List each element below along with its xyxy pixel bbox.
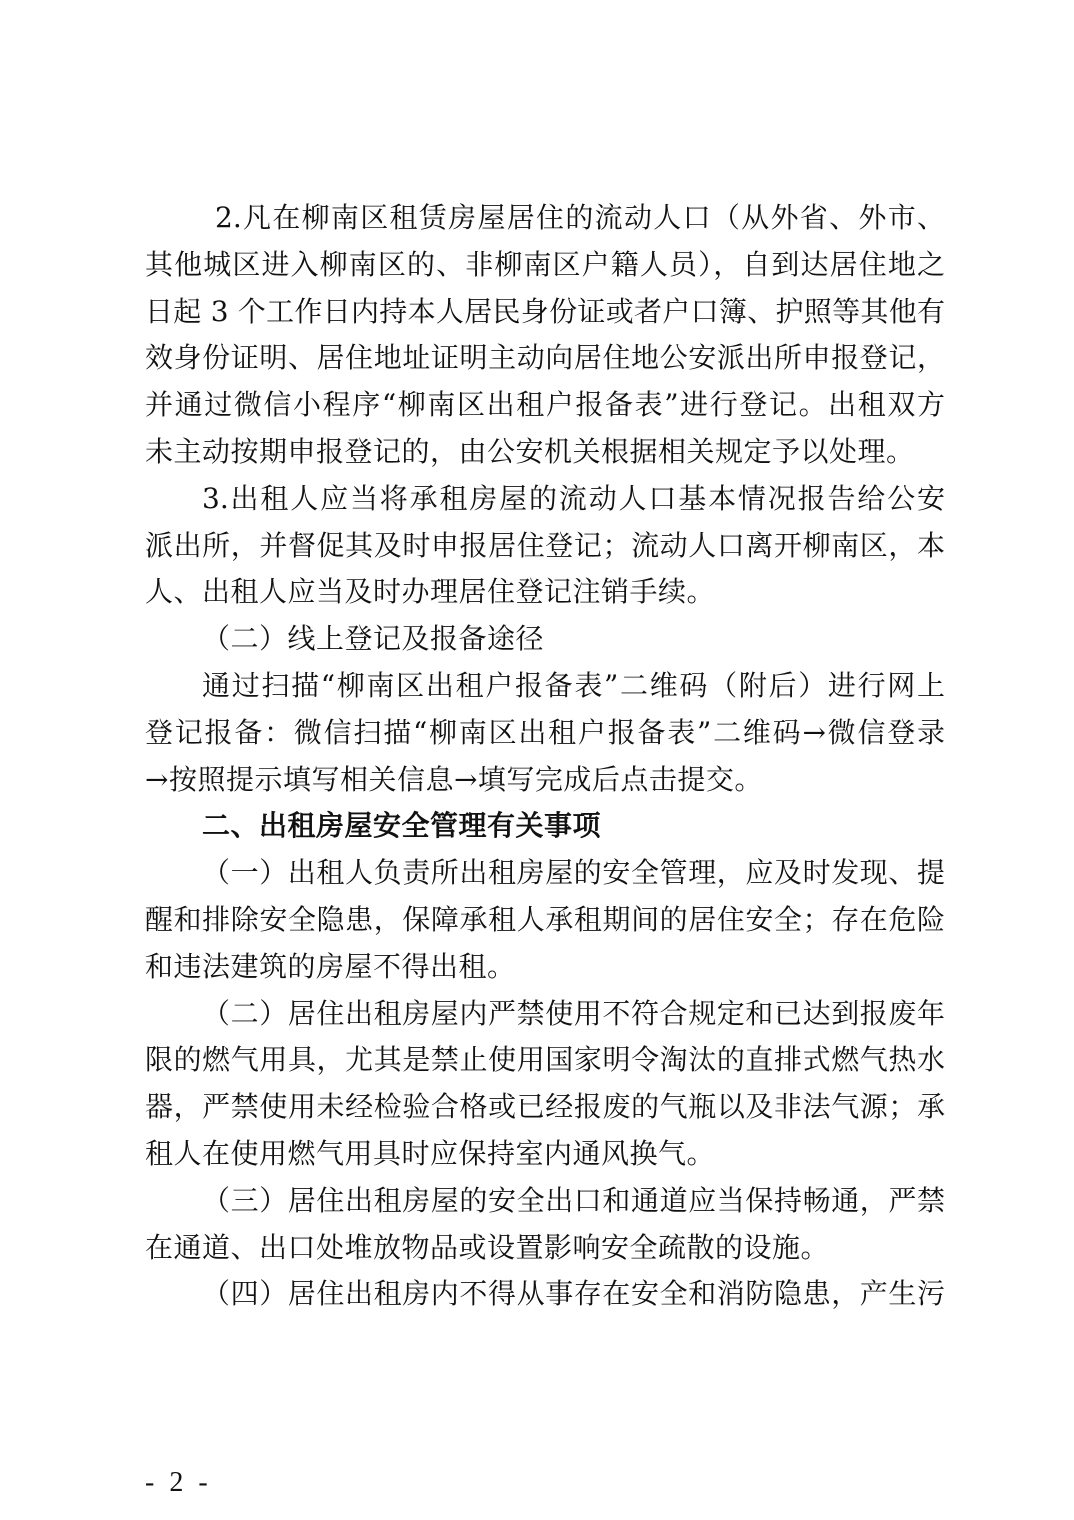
paragraph-line: 在通道、出口处堆放物品或设置影响安全疏散的设施。 [145,1230,830,1264]
paragraph-line: （一）出租人负责所出租房屋的安全管理，应及时发现、提 [202,856,945,890]
paragraph-line: 2.凡在柳南区租赁房屋居住的流动人口（从外省、外市、 [215,201,945,234]
paragraph-line: 和违法建筑的房屋不得出租。 [145,949,516,983]
paragraph-line: 人、出租人应当及时办理居住登记注销手续。 [145,575,716,609]
paragraph-line: 登记报备：微信扫描“柳南区出租户报备表”二维码→微信登录 [145,715,945,749]
paragraph-line: →按照提示填写相关信息→填写完成后点击提交。 [145,762,763,796]
paragraph-line: （三）居住出租房屋的安全出口和通道应当保持畅通，严禁 [202,1183,945,1217]
page-number: - 2 - [145,1467,212,1498]
document-body [145,195,945,1318]
paragraph-line: 租人在使用燃气用具时应保持室内通风换气。 [145,1136,716,1170]
paragraph-line: 限的燃气用具，尤其是禁止使用国家明令淘汰的直排式燃气热水 [145,1043,945,1077]
subsection-heading: （二）线上登记及报备途径 [202,622,545,656]
paragraph-line: 并通过微信小程序“柳南区出租户报备表”进行登记。出租双方 [145,388,945,422]
paragraph-line: （二）居住出租房屋内严禁使用不符合规定和已达到报废年 [202,996,945,1030]
paragraph-line: （四）居住出租房内不得从事存在安全和消防隐患，产生污 [202,1277,945,1311]
paragraph-line: 醒和排除安全隐患，保障承租人承租期间的居住安全；存在危险 [145,902,945,936]
paragraph-line: 未主动按期申报登记的，由公安机关根据相关规定予以处理。 [145,434,915,468]
paragraph-line: 器，严禁使用未经检验合格或已经报废的气瓶以及非法气源；承 [145,1090,945,1124]
paragraph-line: 其他城区进入柳南区的、非柳南区户籍人员），自到达居住地之 [145,247,945,281]
section-heading: 二、出租房屋安全管理有关事项 [202,809,602,843]
paragraph-line: 日起 3 个工作日内持本人居民身份证或者户口簿、护照等其他有 [145,294,945,328]
paragraph-line: 通过扫描“柳南区出租户报备表”二维码（附后）进行网上 [202,668,945,702]
paragraph-line: 派出所，并督促其及时申报居住登记；流动人口离开柳南区，本 [145,528,945,562]
paragraph-line: 3.出租人应当将承租房屋的流动人口基本情况报告给公安 [202,481,945,515]
paragraph-line: 效身份证明、居住地址证明主动向居住地公安派出所申报登记， [145,341,945,375]
